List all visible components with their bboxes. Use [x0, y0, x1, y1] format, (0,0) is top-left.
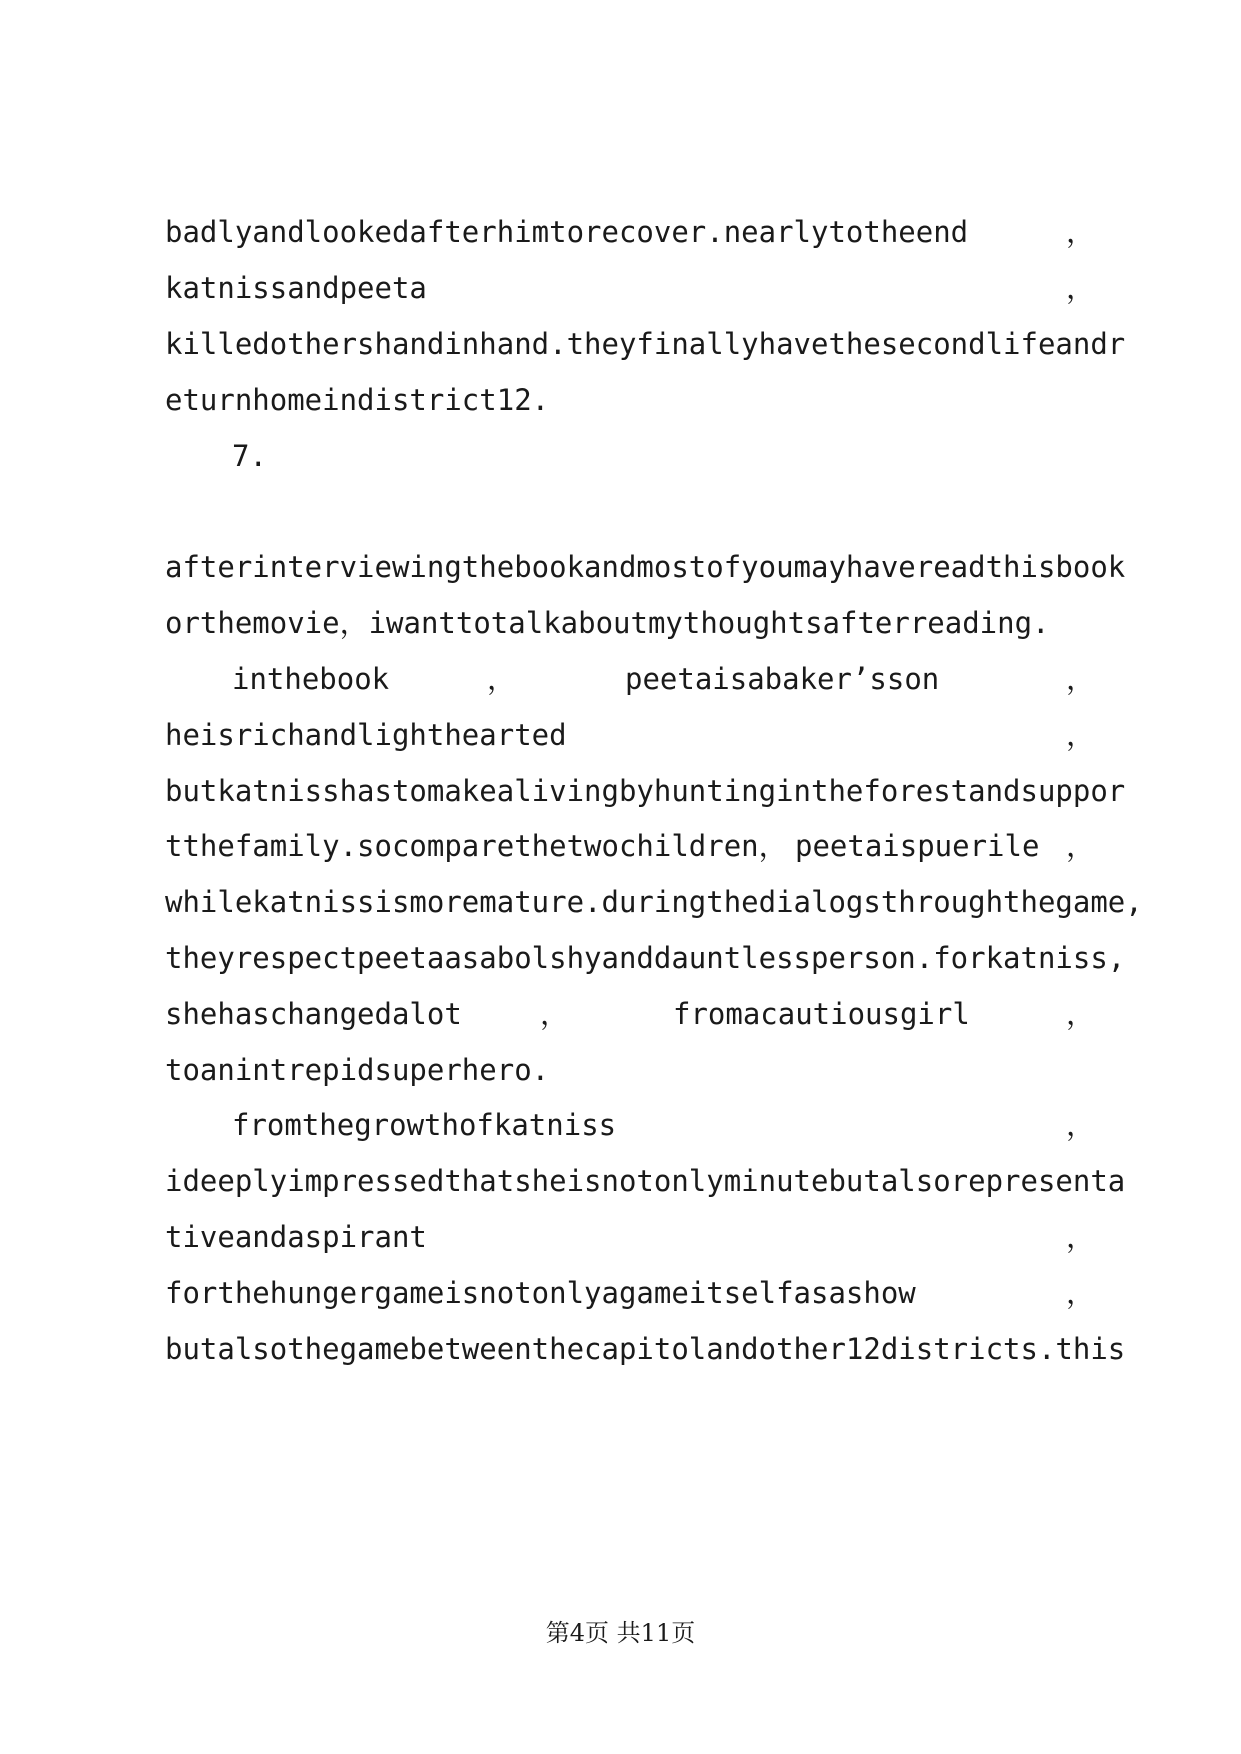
line-text: shehaschangedalot	[165, 997, 462, 1031]
text-line	[165, 715, 1095, 755]
line-text: orthemovie，iwanttotalkaboutmythoughtsafterreading.	[165, 606, 1050, 640]
line-text: badlyandlookedafterhimtorecover.nearlytotheend	[165, 215, 969, 249]
line-punctuation: ，	[1065, 718, 1095, 752]
line-punctuation: ，	[1065, 1220, 1095, 1254]
text-line	[165, 1273, 1095, 1313]
line-punctuation: ，	[1065, 215, 1095, 249]
line-text: ideeplyimpressedthatsheisnotonlyminutebutalsorepresenta	[165, 1164, 1126, 1198]
section-number	[165, 436, 1095, 476]
line-punctuation: ，	[487, 662, 517, 696]
line-text: 7.	[232, 439, 267, 473]
text-line	[165, 826, 1095, 866]
line-text: toanintrepidsuperhero.	[165, 1053, 550, 1087]
line-text: afterinterviewingthebookandmostofyoumayhavereadthisbook	[165, 550, 1126, 584]
page-footer	[0, 1617, 1241, 1649]
line-punctuation: ，	[540, 997, 570, 1031]
line-text-segment: peetaisabaker’sson	[625, 662, 940, 696]
line-punctuation: ，	[1065, 662, 1095, 696]
line-text: inthebook	[232, 662, 390, 696]
text-line	[165, 994, 1095, 1034]
line-punctuation: ，	[1065, 1276, 1095, 1310]
text-line	[165, 1105, 1095, 1145]
line-text: tthefamily.socomparethetwochildren，	[165, 829, 788, 863]
line-text: katnissandpeeta	[165, 271, 427, 305]
line-text: theyrespectpeetaasabolshyanddauntlessperson.forkatniss,	[165, 941, 1126, 975]
page-number-label: 第4页 共11页	[545, 1619, 696, 1647]
text-line	[165, 603, 1095, 643]
text-line	[165, 1161, 1126, 1201]
text-line	[165, 212, 1095, 252]
line-text: whilekatnissismoremature.duringthedialogsthroughthegame,	[165, 885, 1143, 919]
line-text: butalsothegamebetweenthecapitolandother12districts.this	[165, 1332, 1126, 1366]
line-punctuation: ，	[1065, 997, 1095, 1031]
line-text: fromthegrowthofkatniss	[232, 1108, 617, 1142]
text-line	[165, 1050, 1095, 1090]
text-line	[165, 380, 1095, 420]
text-line	[165, 938, 1126, 978]
line-punctuation: ，	[1065, 271, 1095, 305]
line-text: killedothershandinhand.theyfinallyhavethesecondlifeandr	[165, 327, 1126, 361]
line-text: heisrichandlighthearted	[165, 718, 567, 752]
line-punctuation: ，	[1065, 1108, 1095, 1142]
text-line	[165, 324, 1126, 364]
text-line	[165, 1329, 1126, 1369]
line-text-segment: peetaispuerile	[795, 829, 1040, 863]
text-line	[165, 268, 1095, 308]
line-text: tiveandaspirant	[165, 1220, 427, 1254]
text-line	[165, 1217, 1095, 1257]
line-text: eturnhomeindistrict12.	[165, 383, 550, 417]
line-text: butkatnisshastomakealivingbyhuntingintheforestandsuppor	[165, 774, 1126, 808]
text-line	[165, 659, 1095, 699]
line-punctuation: ，	[1065, 829, 1095, 863]
text-line	[165, 771, 1126, 811]
line-text: forthehungergameisnotonlyagameitselfasashow	[165, 1276, 916, 1310]
text-line	[165, 547, 1126, 587]
text-line	[165, 882, 1143, 922]
line-text-segment: fromacautiousgirl	[673, 997, 970, 1031]
